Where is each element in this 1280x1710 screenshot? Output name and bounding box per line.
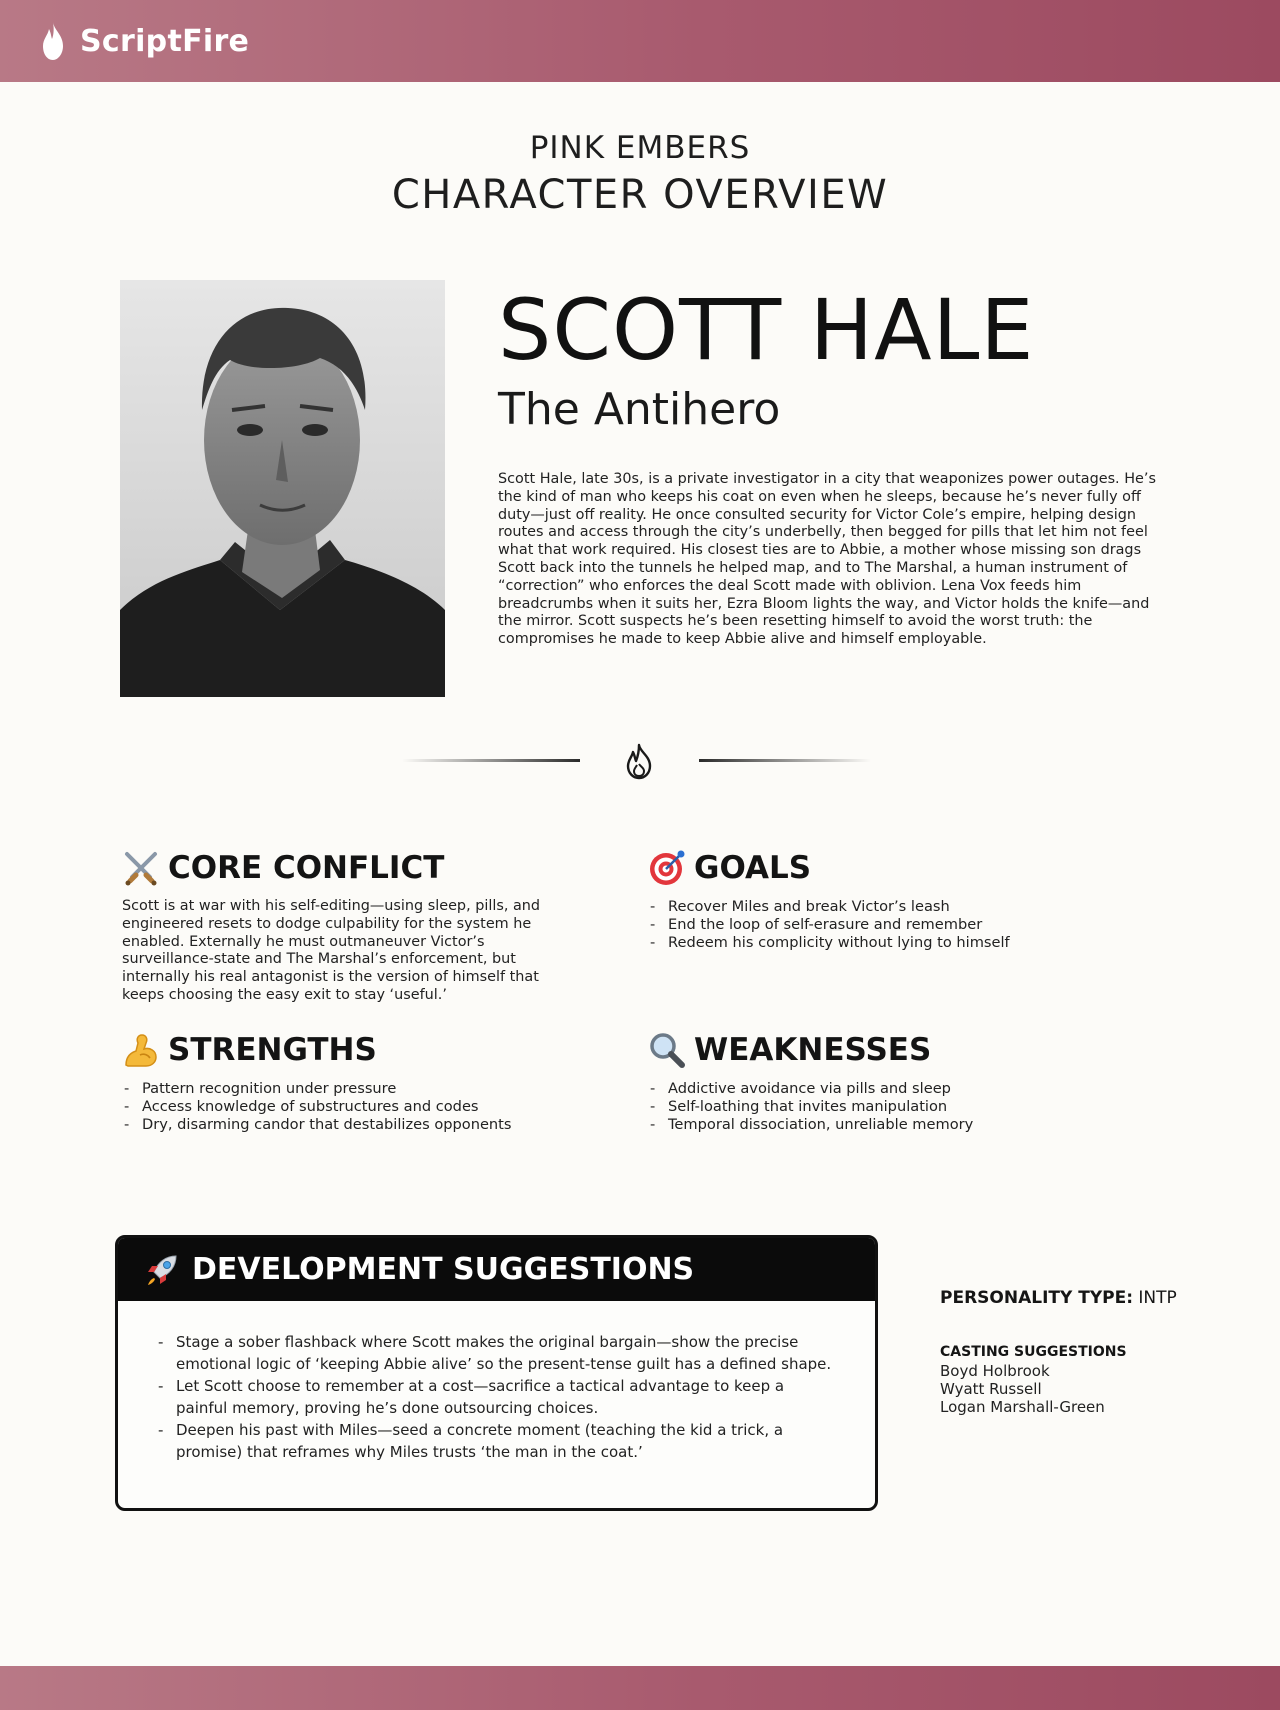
core-conflict-title: CORE CONFLICT [168,850,445,886]
flame-icon [40,21,66,61]
casting-name: Wyatt Russell [940,1380,1042,1398]
document-title: CHARACTER OVERVIEW [391,172,889,218]
casting-name: Logan Marshall-Green [940,1398,1105,1416]
list-item: - Deepen his past with Miles—seed a concrete moment (teaching the kid a trick, a promise) that reframes why Miles trusts ‘the man in the coat.’ [156,1419,836,1463]
list-item: - Redeem his complicity without lying to himself [648,934,1088,952]
divider-line-right [699,759,871,762]
strengths-section [122,1030,562,1133]
list-item: - Let Scott choose to remember at a cost—sacrifice a tactical advantage to keep a painful memory, proving he’s done outsourcing choices. [156,1375,836,1419]
strengths-title: STRENGTHS [168,1032,377,1068]
weaknesses-list [648,1080,1088,1133]
list-item: - End the loop of self-erasure and remember [648,916,1088,934]
development-header [118,1238,875,1301]
project-title: PINK EMBERS [529,130,751,166]
development-title: DEVELOPMENT SUGGESTIONS [192,1252,695,1287]
goals-title: GOALS [694,850,812,886]
flexed-arm-icon [122,1031,160,1069]
casting-name: Boyd Holbrook [940,1362,1050,1380]
magnifier-icon [648,1031,686,1069]
top-bar [0,0,1280,82]
side-info [940,1288,1240,1416]
list-item: - Temporal dissociation, unreliable memory [648,1116,1088,1134]
personality-type-label: PERSONALITY TYPE: [940,1288,1134,1308]
character-portrait [120,280,445,697]
brand[interactable] [40,21,249,61]
list-item: - Recover Miles and break Victor’s leash [648,898,1088,916]
strengths-list [122,1080,562,1133]
character-name: SCOTT HALE [498,281,1035,379]
development-list [156,1331,836,1463]
goals-list [648,898,1088,951]
personality-type-value: INTP [1138,1288,1177,1308]
list-item: - Stage a sober flashback where Scott makes the original bargain—show the precise emotional logic of ‘keeping Abbie alive’ so the present-tense guilt has a defined shape. [156,1331,836,1375]
document-header [0,130,1280,218]
list-item: - Access knowledge of substructures and codes [122,1098,562,1116]
bottom-bar [0,1666,1280,1710]
target-icon [648,849,686,887]
brand-name: ScriptFire [80,23,250,59]
casting-list [940,1362,1240,1416]
flame-icon [622,742,656,780]
list-item: - Pattern recognition under pressure [122,1080,562,1098]
list-item: - Self-loathing that invites manipulation [648,1098,1088,1116]
personality-type [940,1288,1240,1308]
list-item: - Addictive avoidance via pills and sleep [648,1080,1088,1098]
core-conflict-body: Scott is at war with his self-editing—using sleep, pills, and engineered resets to dodge culpability for the system he enabled. Externally he must outmaneuver Victor’s surveillance-state and The Marshal’s enforcement, but internally his real antagonist is the version of himself that keeps choosing the easy exit to stay ‘useful.’ [122,898,541,1003]
list-item: - Dry, disarming candor that destabilizes opponents [122,1116,562,1134]
core-conflict-section [122,848,562,1005]
casting-suggestions-label: CASTING SUGGESTIONS [940,1344,1127,1360]
weaknesses-section [648,1030,1088,1133]
section-divider [0,740,1280,780]
crossed-swords-icon [122,849,160,887]
character-role: The Antihero [498,384,781,435]
rocket-icon [142,1250,182,1290]
weaknesses-title: WEAKNESSES [694,1032,932,1068]
divider-line-left [402,759,580,762]
development-suggestions-box [115,1235,878,1511]
character-bio: Scott Hale, late 30s, is a private investigator in a city that weaponizes power outages. He’s the kind of man who keeps his coat on even when he sleeps, because he’s never fully off duty—just off reality. He once consulted security for Victor Cole’s empire, helping design routes and access through the city’s underbelly, then begged for pills that let him not feel what that work required. His closest ties are to Abbie, a mother whose missing son drags Scott back into the tunnels he helped map, and to The Marshal, a human instrument of “correction” who enforces the deal Scott made with oblivion. Lena Vox feeds him breadcrumbs when it suits her, Ezra Bloom lights the way, and Victor holds the knife—and the mirror. Scott suspects he’s been resetting himself to avoid the worst truth: the compromises he made to keep Abbie alive and himself employable. [498,471,1156,648]
goals-section [648,848,1088,951]
